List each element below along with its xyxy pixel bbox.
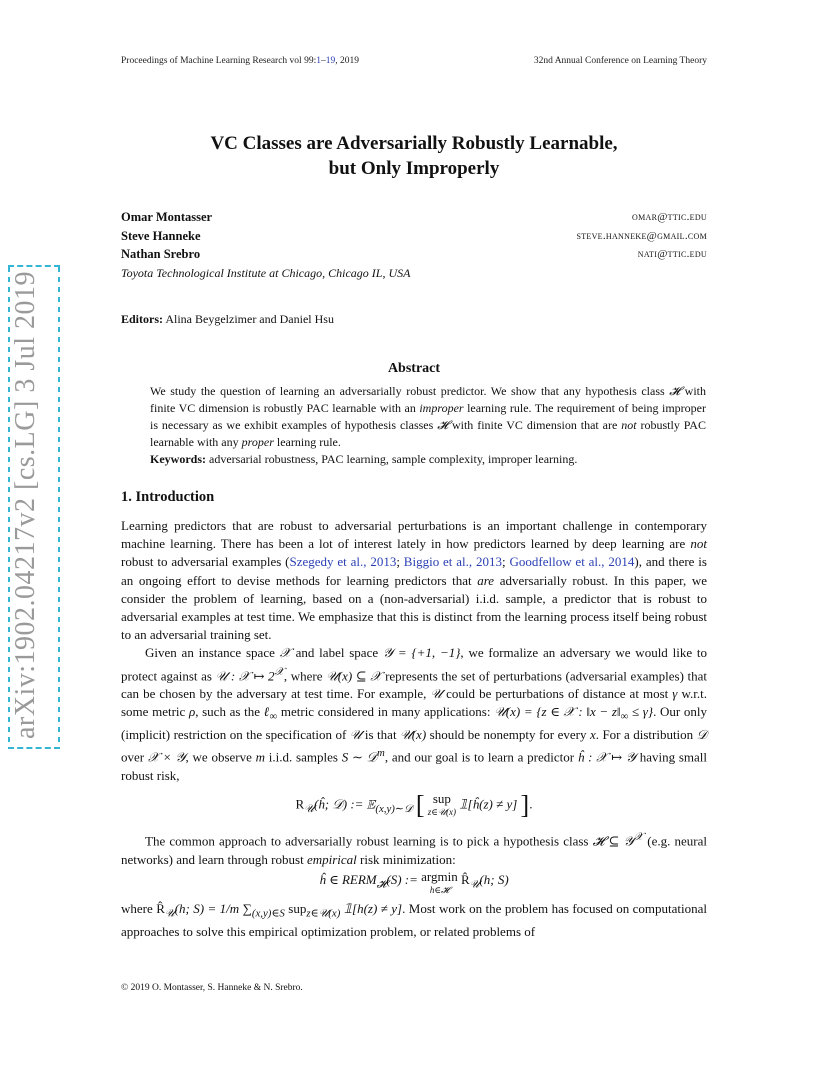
equation-robust-risk: $R_𝒰(ĥ$; 𝒟) := 𝔼$_{(x,y)\sim 𝒟}$ [ sup z∈𝒰(x) 𝟙[ĥ(z) ≠ y] ]. [295,790,533,820]
section-heading: 1. Introduction [121,489,215,505]
author-row [121,227,707,246]
copyright-footer: © 2019 O. Montasser, S. Hanneke & N. Srebro. [121,983,303,993]
running-header-right: 32nd Annual Conference on Learning Theory [533,56,707,66]
author-name: Omar Montasser [121,210,213,224]
editors-line: Editors: Alina Beygelzimer and Daniel Hsu [121,312,334,326]
equation-rerm: ĥ ∈ $RERM_𝓗(S)$ := argmin h∈𝓗 $R̂_𝒰(h$; S) [319,869,509,896]
paragraph-intro: Learning predictors that are robust to adversarial perturbations is an important challenge in contemporary machine learning. There has been a lot of interest lately in how predictors learned by deep learning are not robust to adversarial examples (Szegedy et al., 2013; Biggio et al., 2013; Goodfellow et al., 2014), and there is an ongoing effort to devise methods for learning predictors that are adversarially robust. In this paper, we consider the problem of learning, based on a (non-adversarial) i.i.d. sample, a predictor that is robust to adversarial examples at test time. We emphasize that this is distinct from the learning process itself being robust to an adversarial training set. [121,518,707,643]
paragraph-setup: Given an instance space 𝒳 and label space 𝒴 = {+1, −1}, we formalize an adversary we would like to protect against as 𝒰 : 𝒳 ↦ $2^𝒳$, where 𝒰(x) ⊆ 𝒳 represents the set of perturbations (adversarial examples) that can be chosen by the adversary at test time. For example, 𝒰 could be perturbations of distance at most γ w.r.t. some metric ρ, such as the ℓ$_\infty$ metric considered in many applications: 𝒰(x) = {z ∈ 𝒳 : ‖x − $z‖_\infty \le \gamma$}. Our only (implicit) restriction on the specification of 𝒰 is that 𝒰(x) should be nonempty for every x. For a distribution 𝒟 over 𝒳 × 𝒴, we observe m i.i.d. samples S ∼ 𝒟$^m$, and our goal is to learn a predictor ĥ : 𝒳 ↦ 𝒴 having small robust risk, [121,645,708,783]
paragraph-erm: The common approach to adversarially robust learning is to pick a hypothesis class 𝓗 ⊆ 𝒴$^𝒳$ (e.g. neural networks) and learn through robust empirical risk minimization: [121,831,707,867]
author-block [121,208,707,282]
arxiv-stamp[interactable]: arXiv:1902.04217v2 [cs.LG] 3 Jul 2019 [10,270,41,740]
page-link-first[interactable]: 1 [316,56,321,66]
author-email[interactable]: omar@ttic.edu [632,211,707,223]
citation-link[interactable]: Szegedy et al., 2013 [289,554,397,570]
paragraph-empirical: where $R̂_𝒰(h$; S) = 1/m $\sum_{(x,y)\in S}$ sup$_{z\in 𝒰(x)}$ 𝟙[h(z) ≠ y]. Most work on the problem has focused on computational approaches to solve this empirical optimization problem, or related problems of [121,901,707,939]
paper-title: VC Classes are Adversarially Robustly Learnable, but Only Improperly [210,133,618,179]
affiliation: Toyota Technological Institute at Chicago, Chicago IL, USA [121,265,411,280]
page-link-last[interactable]: 19 [325,56,336,66]
abstract-heading: Abstract [387,361,441,376]
author-row [121,208,707,227]
author-name: Nathan Srebro [121,247,201,261]
author-email[interactable]: nati@ttic.edu [637,248,707,260]
keywords: Keywords: adversarial robustness, PAC learning, sample complexity, improper learning. [150,452,578,466]
citation-link[interactable]: Goodfellow et al., 2014 [509,554,635,570]
running-header-left: Proceedings of Machine Learning Research vol 99:1–19, 2019 [121,56,359,66]
stamp-dash-right [58,267,60,747]
citation-link[interactable]: Biggio et al., 2013 [403,554,503,570]
author-name: Steve Hanneke [121,228,201,243]
body-text [121,517,707,941]
author-row [121,245,707,264]
author-email[interactable]: steve.hanneke@gmail.com [576,229,707,242]
abstract-body [150,383,706,468]
abstract-paragraph: We study the question of learning an adversarially robust predictor. We show that any hypothesis class 𝓗 with finite VC dimension is robustly PAC learnable with an improper learning rule. The requirement of being improper is necessary as we exhibit examples of hypothesis classes 𝓗 with finite VC dimension that are not robustly PAC learnable with any proper learning rule. [150,384,706,449]
